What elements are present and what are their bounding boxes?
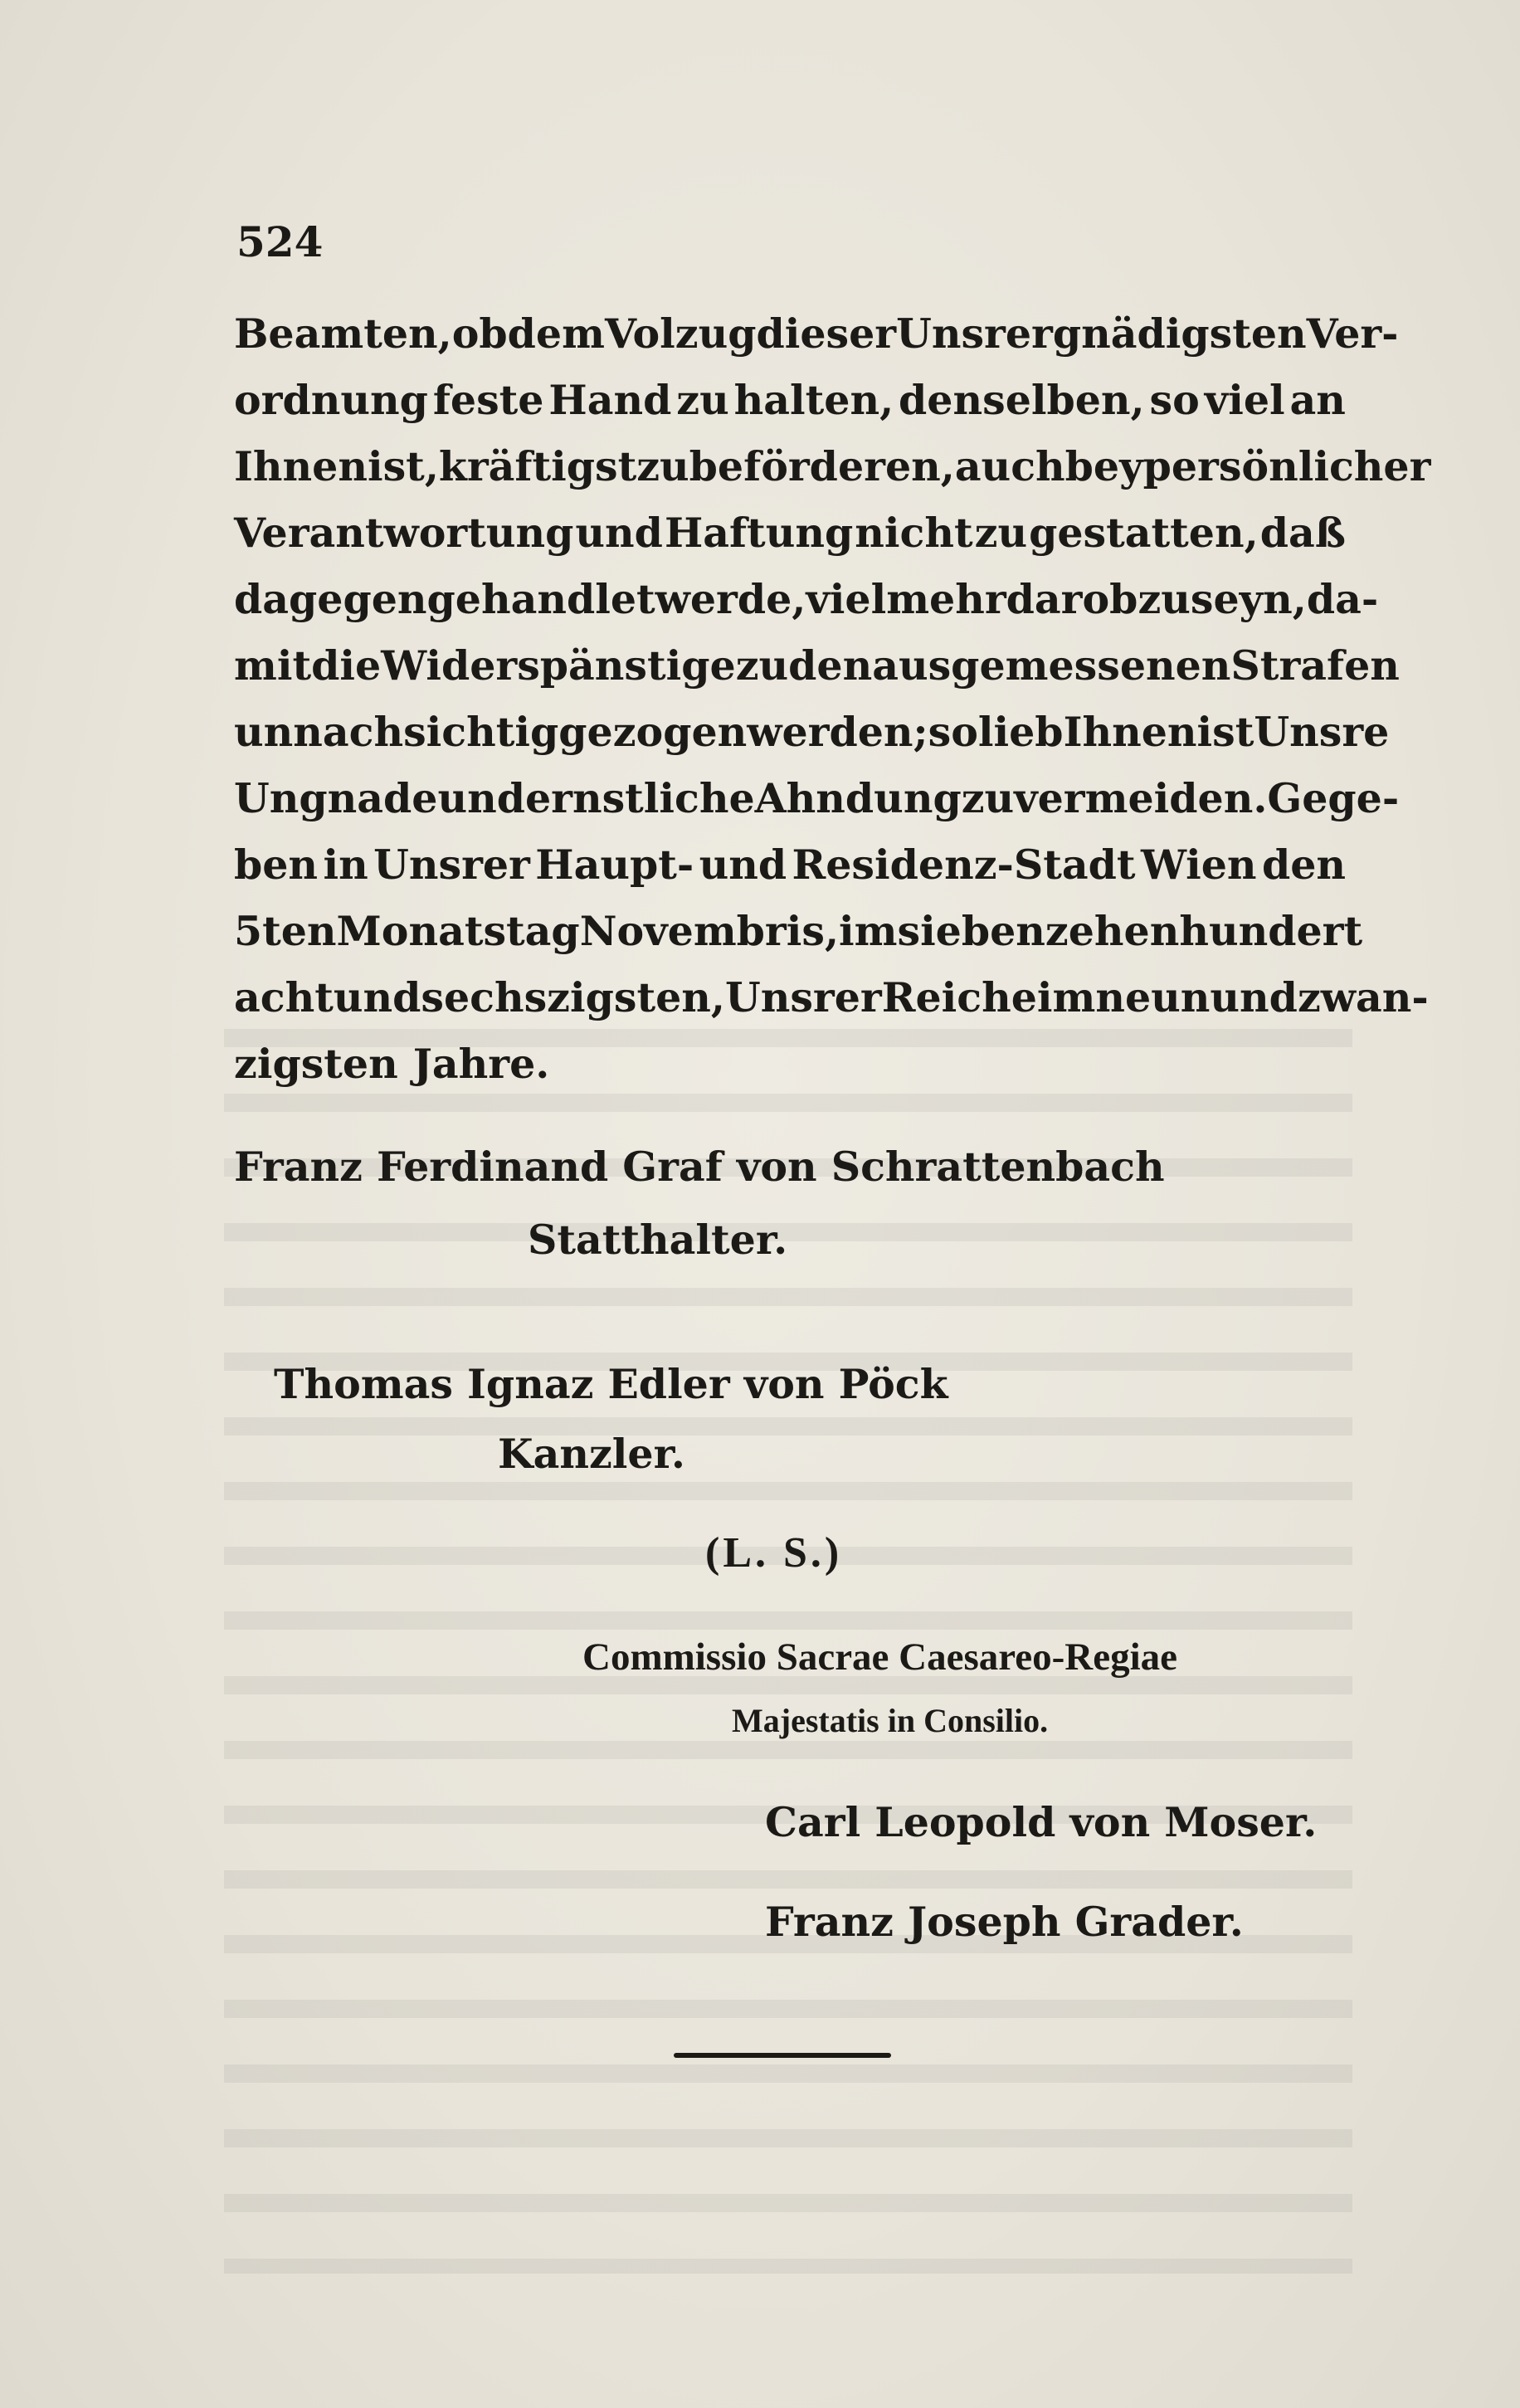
word: Verantwortung: [234, 509, 574, 557]
word: gnädigsten: [1052, 310, 1307, 358]
text-line: [234, 500, 1346, 566]
word: seyn,: [1190, 575, 1307, 623]
word: ben: [234, 841, 319, 889]
word: vermeiden.: [1014, 774, 1268, 822]
word: Haupt-: [535, 841, 694, 889]
word: kräftigst: [438, 442, 637, 490]
word: den: [788, 641, 873, 690]
word: zu: [961, 774, 1015, 822]
word: zu: [636, 442, 689, 490]
word: beförderen,: [689, 442, 955, 490]
word: Ungnade: [234, 774, 438, 822]
word: ordnung: [234, 376, 428, 424]
word: Wien: [1140, 841, 1257, 889]
governor-title: Statthalter.: [528, 1216, 788, 1264]
signer-moser: Carl Leopold von Moser.: [765, 1798, 1318, 1846]
text-line: [234, 367, 1346, 433]
word: die: [311, 641, 382, 690]
word: persönlicher: [1142, 442, 1431, 490]
word: neun: [1095, 973, 1211, 1021]
seal-mark: (L. S.): [705, 1529, 843, 1577]
word: Jahre.: [412, 1040, 550, 1088]
word: gestatten,: [1029, 509, 1259, 557]
word: daß: [1259, 509, 1346, 557]
word: und: [699, 841, 787, 889]
word: den: [1261, 841, 1346, 889]
word: ist: [1196, 708, 1254, 756]
word: im: [1036, 973, 1096, 1021]
word: werden;: [747, 708, 928, 756]
word: Ahndung: [754, 774, 962, 822]
word: und: [333, 973, 421, 1021]
word: unnachsichtig: [234, 708, 559, 756]
word: zu: [676, 376, 729, 424]
word: Hand: [548, 376, 672, 424]
word: dagegen: [234, 575, 427, 623]
commission-line-2: Majestatis in Consilio.: [732, 1702, 1049, 1739]
word: lieb: [977, 708, 1064, 756]
text-line: [234, 765, 1400, 831]
word: an: [1289, 376, 1346, 424]
word: Gege-: [1267, 774, 1400, 822]
word: zigsten: [234, 1040, 398, 1088]
text-line: [234, 831, 1346, 898]
word: und: [437, 774, 525, 822]
text-line: [234, 300, 1399, 367]
word: Haftung: [664, 509, 854, 557]
word: siebenzehen: [897, 907, 1180, 955]
word: nicht: [855, 509, 973, 557]
word: da-: [1306, 575, 1379, 623]
word: Reiche: [881, 973, 1037, 1021]
word: Monatstag: [336, 907, 580, 955]
text-line: [234, 632, 1400, 699]
word: auch: [954, 442, 1065, 490]
word: Unsrer: [724, 973, 882, 1021]
page-number: 524: [236, 217, 324, 266]
word: zu: [974, 509, 1028, 557]
text-line: [234, 1031, 1346, 1097]
word: ist,: [367, 442, 439, 490]
word: denselben,: [899, 376, 1145, 424]
text-line: [234, 898, 1363, 964]
text-line: [234, 699, 1390, 765]
word: und: [1210, 973, 1298, 1021]
word: Widerspänstige: [381, 641, 736, 690]
word: mit: [234, 641, 312, 690]
word: ernstliche: [524, 774, 755, 822]
text-line: [234, 964, 1429, 1031]
word: 5ten: [234, 907, 337, 955]
word: bey: [1064, 442, 1143, 490]
word: Ihnen: [234, 442, 368, 490]
word: ob: [451, 310, 508, 358]
word: vielmehr: [806, 575, 1006, 623]
word: Beamten,: [234, 310, 452, 358]
word: gehandlet: [426, 575, 655, 623]
word: Strafen: [1230, 641, 1400, 690]
word: im: [839, 907, 898, 955]
word: darob: [1006, 575, 1138, 623]
word: so: [1149, 376, 1200, 424]
word: und: [575, 509, 663, 557]
word: ausgemessenen: [872, 641, 1231, 690]
word: Unsrer: [896, 310, 1053, 358]
word: Novembris,: [579, 907, 840, 955]
word: zu: [735, 641, 789, 690]
signer-grader: Franz Joseph Grader.: [765, 1898, 1244, 1946]
chancellor-name: Thomas Ignaz Edler von Pöck: [274, 1360, 948, 1408]
word: zwan-: [1297, 973, 1429, 1021]
commission-line-1: Commissio Sacrae Caesareo-Regiae: [582, 1635, 1178, 1679]
body-text: [234, 300, 1431, 1097]
word: sechszigsten,: [421, 973, 725, 1021]
word: Ver-: [1306, 310, 1399, 358]
governor-name: Franz Ferdinand Graf von Schrattenbach: [234, 1143, 1165, 1191]
chancellor-title: Kanzler.: [498, 1430, 685, 1478]
word: halten,: [733, 376, 894, 424]
word: Volzug: [604, 310, 757, 358]
word: in: [323, 841, 368, 889]
word: gezogen: [558, 708, 748, 756]
word: Ihnen: [1063, 708, 1197, 756]
word: Residenz-Stadt: [792, 841, 1136, 889]
closing-rule: [674, 2053, 891, 2058]
word: zu: [1138, 575, 1191, 623]
word: werde,: [655, 575, 806, 623]
word: Unsrer: [373, 841, 530, 889]
word: Unsre: [1254, 708, 1390, 756]
word: so: [928, 708, 978, 756]
text-line: [234, 566, 1379, 632]
text-line: [234, 433, 1431, 500]
word: dieser: [756, 310, 897, 358]
word: feste: [432, 376, 544, 424]
word: hundert: [1179, 907, 1363, 955]
word: viel: [1204, 376, 1285, 424]
word: acht: [234, 973, 334, 1021]
word: dem: [507, 310, 605, 358]
